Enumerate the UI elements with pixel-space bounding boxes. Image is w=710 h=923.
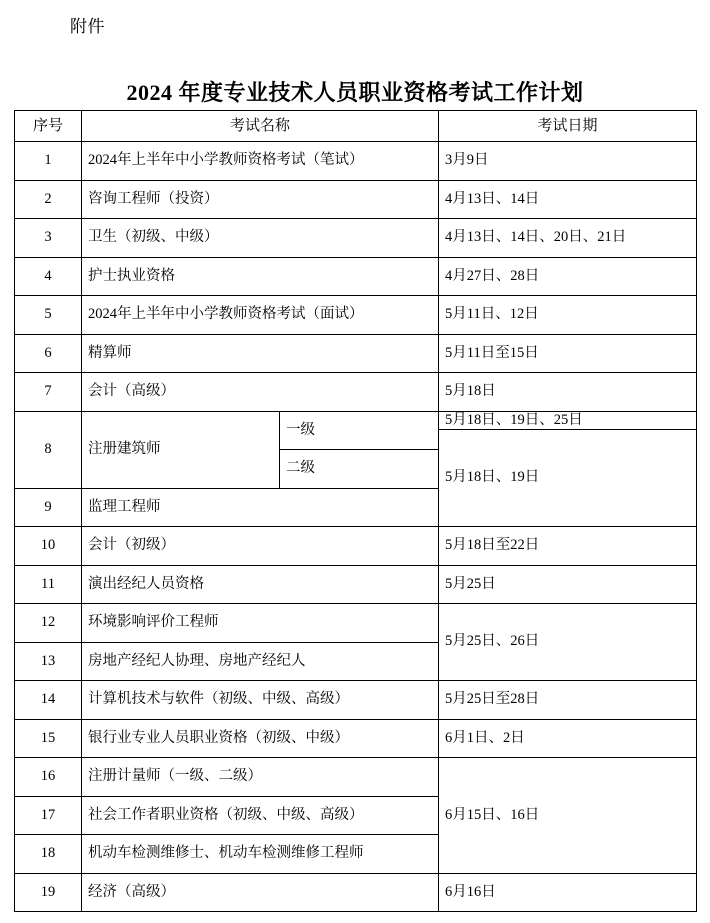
table-row xyxy=(15,719,697,758)
cell-date: 5月18日、19日、25日 xyxy=(439,411,697,429)
cell-date: 5月25日至28日 xyxy=(439,681,697,720)
cell-date: 4月13日、14日 xyxy=(439,180,697,219)
cell-name: 监理工程师 xyxy=(82,488,439,527)
cell-date: 5月18日、19日 xyxy=(439,429,697,526)
cell-date: 4月27日、28日 xyxy=(439,257,697,296)
cell-name: 银行业专业人员职业资格（初级、中级） xyxy=(82,719,439,758)
cell-name-split xyxy=(82,411,439,488)
cell-seq: 5 xyxy=(15,296,82,335)
table-row xyxy=(15,681,697,720)
table-row xyxy=(15,873,697,912)
cell-sublevel-first: 一级 xyxy=(280,412,439,450)
cell-name: 社会工作者职业资格（初级、中级、高级） xyxy=(82,796,439,835)
cell-name: 演出经纪人员资格 xyxy=(82,565,439,604)
cell-seq: 12 xyxy=(15,604,82,643)
cell-name: 2024年上半年中小学教师资格考试（面试） xyxy=(82,296,439,335)
cell-name: 经济（高级） xyxy=(82,873,439,912)
table-row xyxy=(15,142,697,181)
cell-name: 精算师 xyxy=(82,334,439,373)
table-row xyxy=(15,758,697,797)
cell-name: 机动车检测维修士、机动车检测维修工程师 xyxy=(82,835,439,874)
cell-seq: 6 xyxy=(15,334,82,373)
table-row xyxy=(15,527,697,566)
exam-schedule-table xyxy=(14,110,697,912)
table-row xyxy=(15,180,697,219)
cell-sublevel-second: 二级 xyxy=(286,460,315,477)
cell-seq: 15 xyxy=(15,719,82,758)
cell-seq: 3 xyxy=(15,219,82,258)
cell-date: 5月18日 xyxy=(439,373,697,412)
table-header-row xyxy=(15,111,697,142)
cell-seq: 11 xyxy=(15,565,82,604)
cell-name: 卫生（初级、中级） xyxy=(82,219,439,258)
table-row xyxy=(15,296,697,335)
cell-seq: 18 xyxy=(15,835,82,874)
table-row xyxy=(15,334,697,373)
cell-seq: 14 xyxy=(15,681,82,720)
page-title: 2024 年度专业技术人员职业资格考试工作计划 xyxy=(126,80,584,105)
cell-seq: 16 xyxy=(15,758,82,797)
cell-seq: 4 xyxy=(15,257,82,296)
column-header-name: 考试名称 xyxy=(82,111,439,142)
cell-name: 会计（初级） xyxy=(82,527,439,566)
cell-seq: 7 xyxy=(15,373,82,412)
cell-date: 5月25日 xyxy=(439,565,697,604)
cell-seq: 1 xyxy=(15,142,82,181)
cell-name: 注册建筑师 xyxy=(82,412,280,488)
cell-date: 4月13日、14日、20日、21日 xyxy=(439,219,697,258)
table-row xyxy=(15,565,697,604)
cell-date: 5月25日、26日 xyxy=(439,604,697,681)
column-header-seq: 序号 xyxy=(15,111,82,142)
cell-seq: 19 xyxy=(15,873,82,912)
cell-name: 2024年上半年中小学教师资格考试（笔试） xyxy=(82,142,439,181)
cell-name: 计算机技术与软件（初级、中级、高级） xyxy=(82,681,439,720)
cell-date: 5月11日至15日 xyxy=(439,334,697,373)
cell-name: 注册计量师（一级、二级） xyxy=(82,758,439,797)
cell-name: 环境影响评价工程师 xyxy=(82,604,439,643)
table-row xyxy=(15,604,697,643)
cell-date: 3月9日 xyxy=(439,142,697,181)
table-row xyxy=(15,411,697,429)
cell-name: 房地产经纪人协理、房地产经纪人 xyxy=(82,642,439,681)
cell-date: 6月15日、16日 xyxy=(439,758,697,874)
cell-date: 5月18日至22日 xyxy=(439,527,697,566)
cell-seq: 2 xyxy=(15,180,82,219)
cell-seq: 13 xyxy=(15,642,82,681)
cell-name: 咨询工程师（投资） xyxy=(82,180,439,219)
cell-seq: 10 xyxy=(15,527,82,566)
table-row xyxy=(15,373,697,412)
cell-date: 6月16日 xyxy=(439,873,697,912)
column-header-date: 考试日期 xyxy=(439,111,697,142)
cell-seq: 17 xyxy=(15,796,82,835)
table-row xyxy=(15,219,697,258)
cell-name: 会计（高级） xyxy=(82,373,439,412)
cell-seq: 8 xyxy=(15,411,82,488)
attachment-label: 附件 xyxy=(70,17,105,36)
cell-date: 6月1日、2日 xyxy=(439,719,697,758)
cell-name: 护士执业资格 xyxy=(82,257,439,296)
cell-seq: 9 xyxy=(15,488,82,527)
table-row xyxy=(15,257,697,296)
cell-date: 5月11日、12日 xyxy=(439,296,697,335)
